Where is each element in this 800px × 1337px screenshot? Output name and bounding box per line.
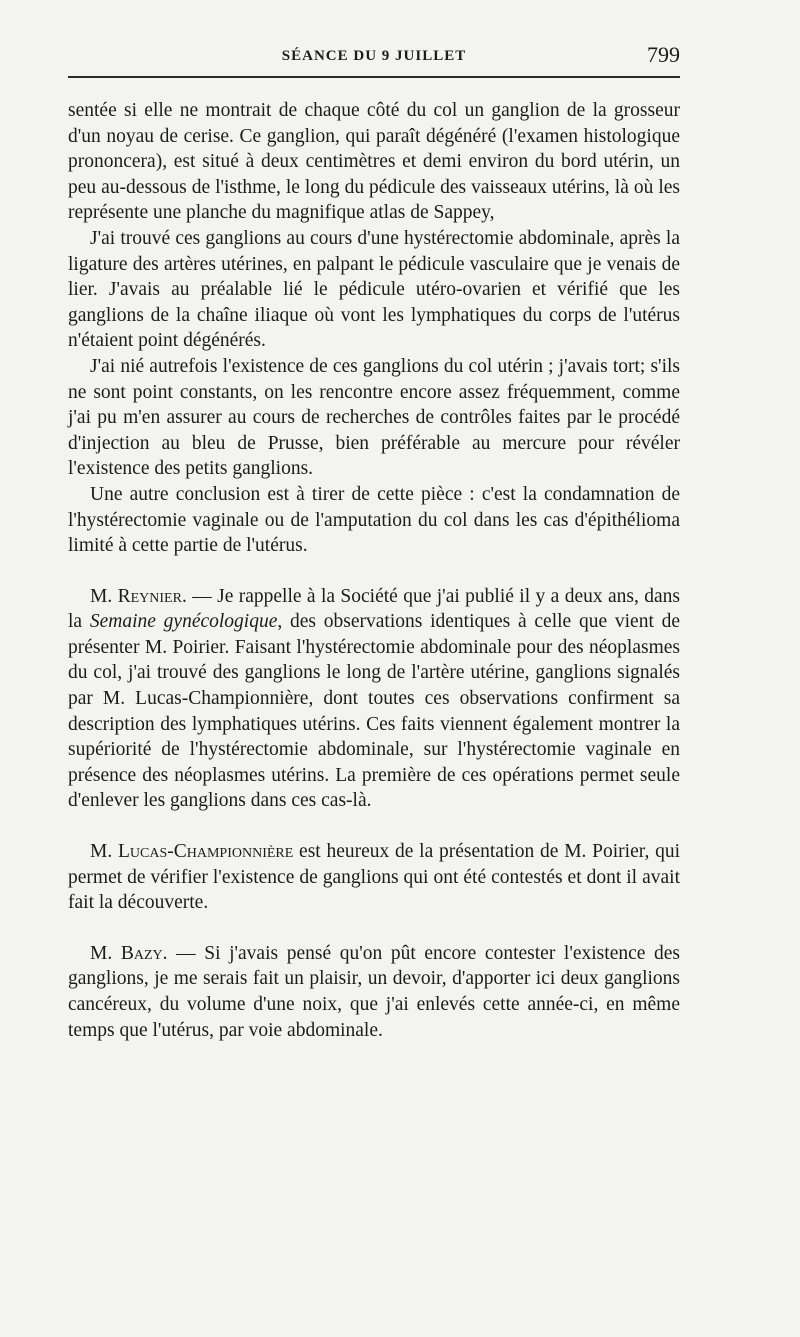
page-number: 799 bbox=[647, 42, 680, 67]
body-text bbox=[68, 98, 680, 1043]
paragraph-lucas-championniere bbox=[68, 839, 680, 916]
paragraph-continuation: sentée si elle ne montrait de chaque côté du col un ganglion de la grosseur d'un noyau de cerise. Ce ganglion, qui paraît dégénéré (l'examen histologique prononcera), est situé à deux centimètres et demi environ du bord utérin, un peu au-dessous de l'isthme, le long du pédicule des vaisseaux utérins, là où les représente une planche du magnifique atlas de Sappey, bbox=[68, 100, 680, 224]
speaker-prefix: M. bbox=[90, 942, 113, 964]
bazy-text: — Si j'avais pensé qu'on pût encore contester l'existence des ganglions, je me serais fait un plaisir, un devoir, d'apporter ici deux ganglions cancéreux, du volume d'une noix, que j'ai enlevés cette année-ci, en même temps que l'utérus, par voie abdominale. bbox=[68, 942, 681, 1041]
paragraph-ganglions-col: J'ai nié autrefois l'existence de ces ganglions du col utérin ; j'avais tort; s'ils ne sont point constants, on les rencontre encore assez fréquemment, comme j'ai pu m'en assurer au cours de recherches de contrôles faites par le procédé d'injection au bleu de Prusse, bien préférable au mercure pour révéler l'existence des petits ganglions. bbox=[68, 355, 680, 480]
paragraph-reynier bbox=[68, 584, 680, 814]
spacer bbox=[68, 814, 680, 839]
paragraph-conclusion: Une autre conclusion est à tirer de cette pièce : c'est la condamnation de l'hystérectomie vaginale ou de l'amputation du col dans les cas d'épithélioma limité à cette partie de l'utérus. bbox=[68, 483, 680, 557]
speaker-name-bazy: Bazy. bbox=[120, 942, 168, 964]
journal-title: Semaine gynécologique bbox=[89, 611, 278, 633]
paragraph-hysterectomy: J'ai trouvé ces ganglions au cours d'une hystérectomie abdominale, après la ligature des artères utérines, en palpant le pédicule vasculaire que je venais de lier. J'avais au préalable lié le pédicule utéro-ovarien et vérifié que les ganglions de la chaîne iliaque où vont les lymphatiques du corps de l'utérus n'étaient point dégénérés. bbox=[68, 227, 680, 352]
reynier-text-1: — Je rappelle à la Société que j'ai publié il y a deux ans, dans la bbox=[68, 585, 680, 633]
paragraph-bazy bbox=[68, 941, 680, 1043]
lucas-text: est heureux de la présentation de M. Poirier, qui permet de vérifier l'existence de ganglions qui ont été contestés et dont il avait fait la découverte. bbox=[68, 841, 681, 914]
header-rule bbox=[68, 76, 680, 78]
running-title: SÉANCE DU 9 JUILLET bbox=[281, 48, 467, 64]
reynier-text-2: , des observations identiques à celle que vient de présenter M. Poirier. Faisant l'hystérectomie abdominale pour des néoplasmes du col, j'ai trouvé des ganglions le long de l'artère utérine, ganglions signalés par M. Lucas-Championnière, dont toutes ces observations confirment sa description des lymphatiques utérins. Ces faits viennent également montrer la supériorité de l'hystérectomie abdominale, sur l'hystérectomie vaginale en présence des néoplasmes utérins. La première de ces opérations permet seule d'enlever les ganglions dans ces cas-là. bbox=[68, 611, 681, 812]
speaker-name-lucas: Lucas-Championnière bbox=[117, 841, 294, 863]
spacer bbox=[68, 916, 680, 941]
spacer bbox=[68, 559, 680, 584]
speaker-prefix: M. bbox=[90, 841, 113, 863]
page-header bbox=[68, 36, 680, 76]
speaker-prefix: M. bbox=[90, 585, 113, 607]
speaker-name-reynier: Reynier. bbox=[117, 585, 187, 607]
